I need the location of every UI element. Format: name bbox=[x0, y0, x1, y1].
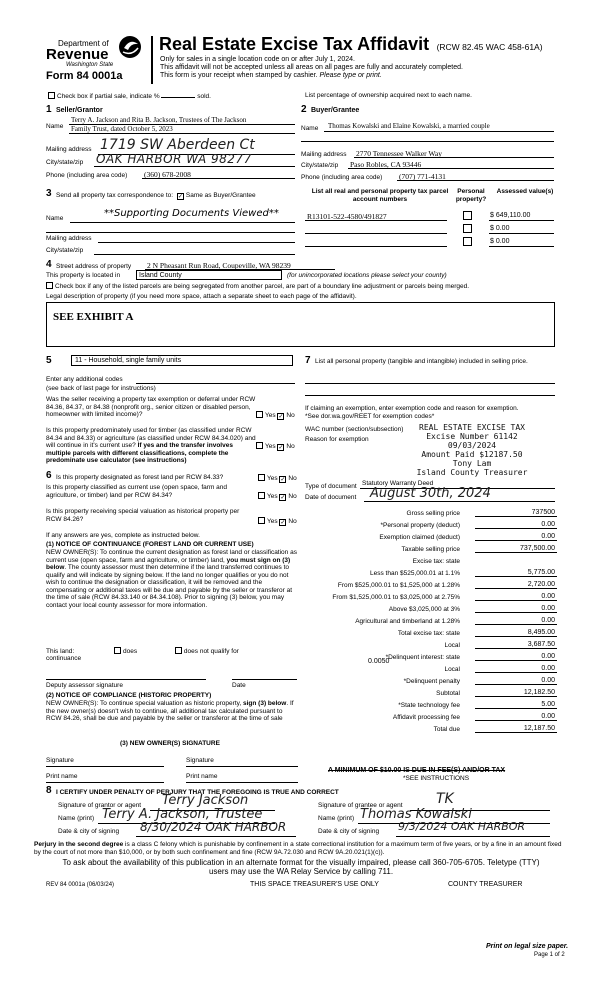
section-4-number: 4 bbox=[46, 259, 52, 270]
calc-value[interactable]: 0.00 bbox=[475, 653, 557, 661]
grantor-date-label: Date & city of signing bbox=[58, 828, 120, 835]
exemption-no-checkbox[interactable]: ✓ bbox=[278, 414, 284, 420]
calc-label: Local bbox=[444, 642, 460, 649]
county-select-value: Island County bbox=[139, 272, 182, 279]
seller-mailing-value[interactable]: 1719 SW Aberdeen Ct bbox=[100, 137, 255, 153]
sec3-mailing-label: Mailing address bbox=[46, 235, 92, 242]
wac-label: WAC number (section/subsection) bbox=[305, 426, 404, 433]
local-rate: 0.0050 bbox=[368, 658, 390, 665]
current-use-question: Is this property classified as current use (open space, farm and agriculture, or timber) land per RCW 84.34? bbox=[46, 484, 228, 499]
revenue-swirl-icon bbox=[116, 34, 144, 60]
historic-yes-no: Yes ✓ No bbox=[258, 517, 297, 526]
forest-no-checkbox[interactable]: ✓ bbox=[280, 477, 286, 483]
calc-value[interactable]: 12,182.50 bbox=[475, 689, 557, 697]
calc-label: Total due bbox=[433, 726, 460, 733]
buyer-city-value[interactable]: Paso Robles, CA 93446 bbox=[350, 160, 422, 169]
seller-phone-value[interactable]: (360) 678-2008 bbox=[144, 170, 191, 179]
continuance-heading: (1) NOTICE OF CONTINUANCE (FOREST LAND OR CURRENT USE) bbox=[46, 541, 254, 548]
grantee-date-city[interactable]: 9/3/2024 OAK HARBOR bbox=[398, 820, 526, 833]
compliance-heading: (2) NOTICE OF COMPLIANCE (HISTORIC PROPERTY) bbox=[46, 692, 212, 699]
buyer-city-label: City/state/zip bbox=[301, 162, 339, 169]
sec3-name-label: Name bbox=[46, 215, 64, 222]
form-statute: (RCW 82.45 WAC 458-61A) bbox=[436, 42, 543, 52]
buyer-name-label: Name bbox=[301, 125, 319, 132]
grantee-date-label: Date & city of signing bbox=[318, 828, 380, 835]
grantee-name-print[interactable]: Thomas Kowalski bbox=[360, 807, 472, 822]
grantor-date-city[interactable]: 8/30/2024 OAK HARBOR bbox=[140, 820, 287, 834]
assessed-value-1[interactable]: $ 649,110.00 bbox=[490, 212, 531, 219]
stamp-line-5: Tony Lam bbox=[452, 459, 492, 468]
exemption-code-label: If claiming an exemption, enter exemption code and reason for exemption. *See dor.wa.gov/REET for exemption codes* bbox=[305, 405, 519, 420]
current-use-no-checkbox[interactable]: ✓ bbox=[280, 495, 286, 501]
sec3-city-label: City/state/zip bbox=[46, 247, 84, 254]
personal-property-checkbox-2[interactable] bbox=[463, 224, 472, 233]
personal-col-header: Personal property? bbox=[455, 188, 487, 203]
calc-value[interactable]: 5,775.00 bbox=[475, 569, 557, 577]
calc-value[interactable]: 3,687.50 bbox=[475, 641, 557, 649]
calc-label: *Personal property (deduct) bbox=[380, 522, 460, 529]
section-7-number: 7 bbox=[305, 355, 311, 366]
seller-name-line2[interactable]: Family Trust, dated October 5, 2023 bbox=[71, 125, 173, 133]
calc-label: Less than $525,000.01 at 1.1% bbox=[370, 570, 460, 577]
calc-label: From $525,000.01 to $1,525,000 at 1.28% bbox=[337, 582, 460, 589]
grantor-sig-label: Signature of grantor or agent bbox=[58, 802, 142, 809]
timber-question: Is this property predominately used for timber (as classified under RCW 84.34 and 84.33) or agriculture (as classified under RCW 84.34.020) and will continue in it's current use? If yes and the transfer involves multiple parcels with different classifications, complete the predominate use calculator (see instructions) bbox=[46, 427, 256, 464]
calc-value[interactable]: 737,500.00 bbox=[475, 545, 557, 553]
grantor-name-print[interactable]: Terry A. Jackson, Trustee bbox=[102, 807, 263, 822]
segregated-checkbox[interactable] bbox=[46, 282, 53, 289]
grantor-name-label: Name (print) bbox=[58, 815, 95, 822]
forest-yes-checkbox[interactable] bbox=[258, 474, 265, 481]
stamp-line-2: Excise Number 61142 bbox=[426, 432, 518, 441]
deputy-date-label: Date bbox=[232, 682, 246, 689]
owner-print-label-2: Print name bbox=[186, 773, 218, 780]
timber-yes-checkbox[interactable] bbox=[256, 442, 263, 449]
calc-label: Total excise tax: state bbox=[397, 630, 460, 637]
calc-label: Affidavit processing fee bbox=[392, 714, 460, 721]
certify-heading: I CERTIFY UNDER PENALTY OF PERJURY THAT THE FOREGOING IS TRUE AND CORRECT bbox=[56, 789, 339, 796]
dept-of-text: Department of bbox=[58, 39, 109, 48]
calc-label: *Delinquent interest: state bbox=[385, 654, 460, 661]
personal-property-label: List all personal property (tangible and intangible) included in selling price. bbox=[315, 358, 528, 365]
send-correspondence-row: Send all property tax correspondence to: ✓ Same as Buyer/Grantee bbox=[56, 192, 256, 200]
calc-value[interactable]: 0.00 bbox=[475, 713, 557, 721]
header-divider bbox=[151, 36, 153, 84]
seller-name-label: Name bbox=[46, 123, 64, 130]
stamp-line-3: 09/03/2024 bbox=[447, 441, 497, 450]
parcel-number-1[interactable]: R13101-522-4580/491827 bbox=[307, 212, 387, 221]
subtitle-3: This form is your receipt when stamped by cashier. Please type or print. bbox=[160, 72, 382, 79]
section-6-number: 6 bbox=[46, 470, 52, 481]
historic-no-checkbox[interactable]: ✓ bbox=[280, 520, 286, 526]
legal-description-label: Legal description of property (if you need more space, attach a separate sheet to each page of the affidavit). bbox=[46, 293, 357, 300]
seller-heading: Seller/Grantor bbox=[56, 107, 103, 114]
grantee-sig-label: Signature of grantee or agent bbox=[318, 802, 403, 809]
deputy-signature-label: Deputy assessor signature bbox=[46, 682, 123, 689]
partial-sale-checkbox[interactable] bbox=[48, 92, 55, 99]
form-title-row bbox=[159, 34, 543, 55]
county-select[interactable] bbox=[136, 270, 282, 280]
doc-type-value[interactable]: Statutory Warranty Deed bbox=[362, 480, 434, 487]
section-2-number: 2 bbox=[301, 104, 307, 115]
form-number: Form 84 0001a bbox=[46, 70, 123, 82]
calc-label: Taxable selling price bbox=[401, 546, 460, 553]
legal-paper-note: Print on legal size paper. bbox=[486, 943, 569, 950]
calc-label: Local bbox=[444, 666, 460, 673]
continuance-label: continuance bbox=[46, 655, 82, 662]
grantee-name-label: Name (print) bbox=[318, 815, 355, 822]
reason-label: Reason for exemption bbox=[305, 436, 369, 443]
calc-label: Excise tax: state bbox=[412, 558, 460, 565]
forest-land-question: Is this property designated as forest land per RCW 84.33? bbox=[56, 474, 224, 481]
doc-date-label: Date of document bbox=[305, 494, 357, 501]
calc-label: Agricultural and timberland at 1.28% bbox=[355, 618, 460, 625]
grantee-signature[interactable]: TK bbox=[436, 791, 454, 807]
land-use-select[interactable] bbox=[71, 355, 293, 366]
partial-sale-row: Check box if partial sale, indicate % sold. bbox=[48, 92, 211, 101]
buyer-name-value[interactable]: Thomas Kowalski and Elaine Kowalski, a married couple bbox=[328, 122, 490, 130]
additional-codes-label: Enter any additional codes bbox=[46, 376, 123, 383]
seller-city-label: City/state/zip bbox=[46, 159, 84, 166]
land-use-value: 11 - Household, single family units bbox=[75, 357, 182, 364]
doc-date-value[interactable]: August 30th, 2024 bbox=[370, 486, 491, 501]
exemption-question: Was the seller receiving a property tax exemption or deferral under RCW 84.36, 84.37, or 84.38 (nonprofit org., senior citizen or disabled person, homeowner with limited income)? bbox=[46, 396, 256, 418]
seller-name-line1[interactable]: Terry A. Jackson and Rita B. Jackson, Trustees of The Jackson bbox=[71, 116, 247, 124]
calc-value[interactable]: 0.00 bbox=[475, 533, 557, 541]
calc-label: Exemption claimed (deduct) bbox=[379, 534, 460, 541]
historic-yes-checkbox[interactable] bbox=[258, 517, 265, 524]
revenue-text: Revenue bbox=[46, 46, 109, 63]
revision-number: REV 84 0001a (06/03/24) bbox=[46, 882, 115, 888]
timber-no-checkbox[interactable]: ✓ bbox=[278, 445, 284, 451]
does-not-qualify-checkbox[interactable] bbox=[175, 647, 182, 654]
stamp-line-1: REAL ESTATE EXCISE TAX bbox=[419, 423, 525, 432]
minimum-note: A MINIMUM OF $10.00 IS DUE IN FEE(S) AND/OR TAX bbox=[328, 767, 506, 774]
continuance-body: NEW OWNER(S): To continue the current designation as forest land or classification as current use (open space, farm and agriculture, or timber) land, you must sign on (3) below. The county assessor must then determine if the land transferred continues to qualify and will indicate by signing below. If the land no longer qualifies or you do not wish to continue the designation or classification, it will be removed and the compensating or additional taxes will be due and payable by the seller or transferor at the time of sale (RCW 84.33.140 or 84.34.108). Prior to signing (3) below, you may contact your local county assessor for more information. bbox=[46, 549, 297, 609]
calc-value[interactable]: 8,495.00 bbox=[475, 629, 557, 637]
buyer-mailing-label: Mailing address bbox=[301, 151, 347, 158]
exemption-yes-checkbox[interactable] bbox=[256, 411, 263, 418]
see-instructions: *SEE INSTRUCTIONS bbox=[403, 775, 470, 782]
buyer-phone-label: Phone (including area code) bbox=[301, 174, 383, 181]
doc-type-label: Type of document bbox=[305, 483, 357, 490]
calc-label: Gross selling price bbox=[406, 510, 460, 517]
calc-value[interactable]: 2,720.00 bbox=[475, 581, 557, 589]
assessed-value-3[interactable]: $ 0.00 bbox=[490, 238, 510, 245]
assessed-col-header: Assessed value(s) bbox=[496, 188, 554, 195]
alternate-format-notice: To ask about the availability of this publication in an alternate format for the visually impaired, please call 360-705-6705. Teletype (TTY) users may use the WA Relay Service by calling 711. bbox=[62, 858, 540, 876]
same-as-buyer-checkbox[interactable]: ✓ bbox=[177, 194, 183, 200]
seller-city-value[interactable]: OAK HARBOR WA 98277 bbox=[96, 152, 252, 166]
compliance-body: NEW OWNER(S): To continue special valuation as historic property, sign (3) below. If the new owner(s) doesn't wish to continue, all additional tax calculated pursuant to RCW 84.26, shall be due and payable by the seller or transferor at the time of sale bbox=[46, 700, 294, 722]
buyer-phone-value[interactable]: (707) 771-4131 bbox=[399, 172, 446, 181]
section-8-number: 8 bbox=[46, 785, 52, 796]
located-note: (for unincorporated locations please select your county) bbox=[287, 272, 447, 279]
list-percentage-note: List percentage of ownership acquired next to each name. bbox=[305, 92, 472, 99]
calc-value[interactable]: 0.00 bbox=[475, 605, 557, 613]
calc-label: From $1,525,000.01 to $3,025,000 at 2.75% bbox=[332, 594, 460, 601]
buyer-heading: Buyer/Grantee bbox=[311, 107, 360, 114]
current-use-yes-checkbox[interactable] bbox=[258, 492, 265, 499]
new-owner-signature-heading: (3) NEW OWNER(S) SIGNATURE bbox=[120, 740, 220, 747]
seller-phone-label: Phone (including area code) bbox=[46, 172, 128, 179]
segregated-row: Check box if any of the listed parcels are being segregated from another parcel, are part of a boundary line adjustment or parcels being merged. bbox=[46, 282, 469, 291]
calc-value[interactable]: 0.00 bbox=[475, 617, 557, 625]
complete-note: If any answers are yes, complete as instructed below. bbox=[46, 532, 200, 539]
calc-label: Above $3,025,000 at 3% bbox=[388, 606, 460, 613]
treasurer-stamp bbox=[402, 423, 542, 477]
stamp-line-4: Amount Paid $12187.50 bbox=[421, 450, 523, 459]
exemption-yes-no: Yes ✓ No bbox=[256, 411, 295, 420]
calc-label: *State technology fee bbox=[398, 702, 460, 709]
legal-description-box[interactable] bbox=[46, 302, 555, 347]
subtitle-1: Only for sales in a single location code on or after July 1, 2024. bbox=[160, 56, 355, 63]
section-5-number: 5 bbox=[46, 355, 52, 366]
timber-yes-no: Yes ✓ No bbox=[256, 442, 295, 451]
parcel-col-header: List all real and personal property tax parcel account numbers bbox=[311, 188, 449, 203]
perjury-notice: Perjury in the second degree is a class C felony which is punishable by confinement in a state correctional institution for a maximum term of five years, or by a fine in an amount fixed by the court of not more than $10,000, or by both such confinement and fine (RCW 9A.72.030 and RCW 9A.20.021(1)(c)). bbox=[34, 841, 562, 856]
street-address-value[interactable]: 2 N Pheasant Run Road, Coupeville, WA 98239 bbox=[147, 261, 291, 270]
calc-value[interactable]: 0.00 bbox=[475, 521, 557, 529]
calc-label: *Delinquent penalty bbox=[403, 678, 460, 685]
current-use-yes-no: Yes ✓ No bbox=[258, 492, 297, 501]
assessed-value-2[interactable]: $ 0.00 bbox=[490, 225, 510, 232]
owner-signature-label-1: Signature bbox=[46, 757, 74, 764]
additional-codes-note: (see back of last page for instructions) bbox=[46, 385, 156, 392]
this-land-row: This land: does does not qualify for bbox=[46, 648, 239, 655]
calc-value[interactable]: 5.00 bbox=[475, 701, 557, 709]
historic-question: Is this property receiving special valuation as historical property per RCW 84.26? bbox=[46, 508, 240, 523]
does-qualify-checkbox[interactable] bbox=[114, 647, 121, 654]
calc-value[interactable]: 12,187.50 bbox=[475, 725, 557, 733]
calc-value[interactable]: 737500 bbox=[475, 509, 557, 517]
sec3-name-value[interactable]: **Supporting Documents Viewed** bbox=[104, 208, 279, 219]
grantor-signature[interactable]: Terry Jackson bbox=[162, 793, 249, 808]
calc-value[interactable]: 0.00 bbox=[475, 593, 557, 601]
state-text: Washington State bbox=[66, 62, 114, 68]
county-treasurer-label: COUNTY TREASURER bbox=[448, 881, 523, 888]
street-address-label: Street address of property bbox=[56, 263, 132, 270]
seller-mailing-label: Mailing address bbox=[46, 146, 92, 153]
section-3-number: 3 bbox=[46, 188, 52, 199]
page-number: Page 1 of 2 bbox=[534, 952, 565, 958]
section-1-number: 1 bbox=[46, 104, 52, 115]
calc-value[interactable]: 0.00 bbox=[475, 665, 557, 673]
buyer-mailing-value[interactable]: 2770 Tennessee Walker Way bbox=[356, 149, 442, 158]
calc-label: Subtotal bbox=[436, 690, 460, 697]
treasurer-use-only: THIS SPACE TREASURER'S USE ONLY bbox=[250, 881, 379, 888]
personal-property-checkbox-3[interactable] bbox=[463, 237, 472, 246]
form-title: Real Estate Excise Tax Affidavit bbox=[159, 34, 430, 54]
owner-signature-label-2: Signature bbox=[186, 757, 214, 764]
stamp-line-6: Island County Treasurer bbox=[416, 468, 528, 477]
forest-yes-no: Yes ✓ No bbox=[258, 474, 297, 483]
personal-property-checkbox-1[interactable] bbox=[463, 211, 472, 220]
legal-description-value: SEE EXHIBIT A bbox=[53, 311, 134, 323]
calc-value[interactable]: 0.00 bbox=[475, 677, 557, 685]
subtitle-2: This affidavit will not be accepted unless all areas on all pages are fully and accurately completed. bbox=[160, 64, 463, 71]
owner-print-label-1: Print name bbox=[46, 773, 78, 780]
located-in-label: This property is located in bbox=[46, 272, 121, 279]
